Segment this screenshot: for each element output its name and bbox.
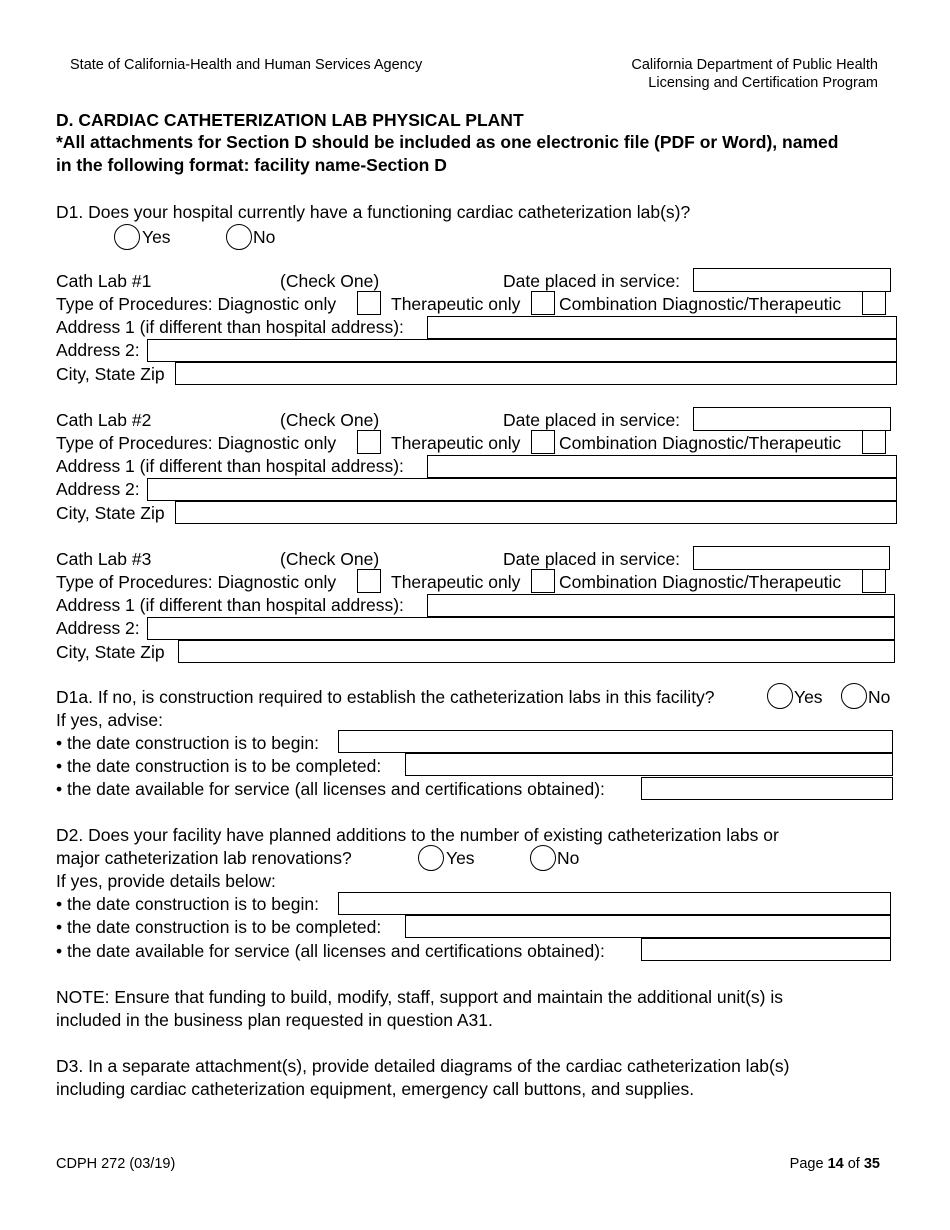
page-of: of	[847, 1156, 860, 1172]
page-current: 14	[827, 1156, 844, 1172]
address1-label: Address 1 (if different than hospital address):	[56, 456, 404, 476]
city-state-zip-field[interactable]	[178, 640, 895, 663]
check-one-label: (Check One)	[280, 549, 380, 569]
agency-name: State of California-Health and Human Services Agency	[70, 57, 423, 73]
date-placed-label: Date placed in service:	[503, 410, 681, 430]
therapeutic-only-checkbox[interactable]	[531, 291, 555, 315]
address1-label: Address 1 (if different than hospital address):	[56, 317, 404, 337]
cath-lab-title: Cath Lab #2	[56, 410, 152, 430]
address2-label: Address 2:	[56, 340, 140, 360]
department-name: California Department of Public Health	[631, 57, 878, 73]
d3-line2: including cardiac catheterization equipment, emergency call buttons, and supplies.	[56, 1079, 695, 1099]
section-title: D. CARDIAC CATHETERIZATION LAB PHYSICAL PLANT	[56, 110, 524, 130]
address2-label: Address 2:	[56, 479, 140, 499]
d1a-completed-field[interactable]	[405, 753, 893, 776]
address2-field[interactable]	[147, 339, 897, 362]
d2-details-label: If yes, provide details below:	[56, 871, 276, 891]
d3-line1: D3. In a separate attachment(s), provide detailed diagrams of the cardiac catheterization lab(s)	[56, 1056, 790, 1076]
d2-completed-label: • the date construction is to be completed:	[56, 917, 382, 937]
check-one-label: (Check One)	[280, 271, 380, 291]
city-state-zip-label: City, State Zip	[56, 503, 165, 523]
d2-yes-label: Yes	[446, 848, 475, 868]
d2-no-radio[interactable]	[530, 845, 556, 871]
diagnostic-only-checkbox[interactable]	[357, 569, 381, 593]
d1a-yes-label: Yes	[794, 687, 823, 707]
date-placed-field[interactable]	[693, 546, 890, 570]
section-subtitle-line2: in the following format: facility name-Section D	[56, 155, 447, 175]
d2-question-line1: D2. Does your facility have planned additions to the number of existing catheterization labs or	[56, 825, 779, 845]
d1-no-label: No	[253, 227, 276, 247]
address1-field[interactable]	[427, 455, 897, 478]
cath-lab-title: Cath Lab #3	[56, 549, 152, 569]
cath-lab-title: Cath Lab #1	[56, 271, 152, 291]
combination-label: Combination Diagnostic/Therapeutic	[559, 294, 842, 314]
d1a-completed-label: • the date construction is to be completed:	[56, 756, 382, 776]
d1a-yes-radio[interactable]	[767, 683, 793, 709]
page-number	[790, 1156, 880, 1172]
diagnostic-only-checkbox[interactable]	[357, 291, 381, 315]
combination-label: Combination Diagnostic/Therapeutic	[559, 572, 842, 592]
d2-question-line2: major catheterization lab renovations?	[56, 848, 352, 868]
d1a-available-field[interactable]	[641, 777, 893, 800]
procedure-type-label: Type of Procedures: Diagnostic only	[56, 433, 337, 453]
d2-yes-radio[interactable]	[418, 845, 444, 871]
city-state-zip-field[interactable]	[175, 501, 897, 524]
address1-field[interactable]	[427, 316, 897, 339]
therapeutic-only-checkbox[interactable]	[531, 430, 555, 454]
date-placed-field[interactable]	[693, 268, 891, 292]
therapeutic-only-label: Therapeutic only	[391, 294, 521, 314]
d2-completed-field[interactable]	[405, 915, 891, 938]
note-line1: NOTE: Ensure that funding to build, modify, staff, support and maintain the additional unit(s) is	[56, 987, 783, 1007]
page-prefix: Page	[789, 1156, 824, 1172]
therapeutic-only-label: Therapeutic only	[391, 433, 521, 453]
procedure-type-label: Type of Procedures: Diagnostic only	[56, 572, 337, 592]
therapeutic-only-label: Therapeutic only	[391, 572, 521, 592]
d1-yes-radio[interactable]	[114, 224, 140, 250]
d1-yes-label: Yes	[142, 227, 171, 247]
address2-field[interactable]	[147, 617, 895, 640]
date-placed-label: Date placed in service:	[503, 271, 681, 291]
d1a-no-label: No	[868, 687, 891, 707]
address1-field[interactable]	[427, 594, 895, 617]
d1a-no-radio[interactable]	[841, 683, 867, 709]
d1a-begin-label: • the date construction is to begin:	[56, 733, 319, 753]
combination-checkbox[interactable]	[862, 569, 886, 593]
city-state-zip-field[interactable]	[175, 362, 897, 385]
section-subtitle-line1: *All attachments for Section D should be included as one electronic file (PDF or Word), named	[56, 132, 839, 152]
d1a-available-label: • the date available for service (all licenses and certifications obtained):	[56, 779, 605, 799]
d2-begin-label: • the date construction is to begin:	[56, 894, 319, 914]
d2-begin-field[interactable]	[338, 892, 891, 915]
d1-question: D1. Does your hospital currently have a functioning cardiac catheterization lab(s)?	[56, 202, 691, 222]
city-state-zip-label: City, State Zip	[56, 364, 165, 384]
address1-label: Address 1 (if different than hospital address):	[56, 595, 404, 615]
combination-checkbox[interactable]	[862, 430, 886, 454]
page-total: 35	[863, 1156, 880, 1172]
combination-checkbox[interactable]	[862, 291, 886, 315]
note-line2: included in the business plan requested in question A31.	[56, 1010, 493, 1030]
city-state-zip-label: City, State Zip	[56, 642, 165, 662]
d1-no-radio[interactable]	[226, 224, 252, 250]
address2-label: Address 2:	[56, 618, 140, 638]
combination-label: Combination Diagnostic/Therapeutic	[559, 433, 842, 453]
d2-available-label: • the date available for service (all licenses and certifications obtained):	[56, 941, 605, 961]
form-id: CDPH 272 (03/19)	[56, 1156, 176, 1172]
d1a-begin-field[interactable]	[338, 730, 893, 753]
date-placed-field[interactable]	[693, 407, 891, 431]
address2-field[interactable]	[147, 478, 897, 501]
procedure-type-label: Type of Procedures: Diagnostic only	[56, 294, 337, 314]
d2-no-label: No	[557, 848, 580, 868]
d1a-advise-label: If yes, advise:	[56, 710, 163, 730]
d1a-question: D1a. If no, is construction required to establish the catheterization labs in this facility?	[56, 687, 715, 707]
diagnostic-only-checkbox[interactable]	[357, 430, 381, 454]
program-name: Licensing and Certification Program	[648, 75, 878, 91]
therapeutic-only-checkbox[interactable]	[531, 569, 555, 593]
d2-available-field[interactable]	[641, 938, 891, 961]
date-placed-label: Date placed in service:	[503, 549, 681, 569]
check-one-label: (Check One)	[280, 410, 380, 430]
